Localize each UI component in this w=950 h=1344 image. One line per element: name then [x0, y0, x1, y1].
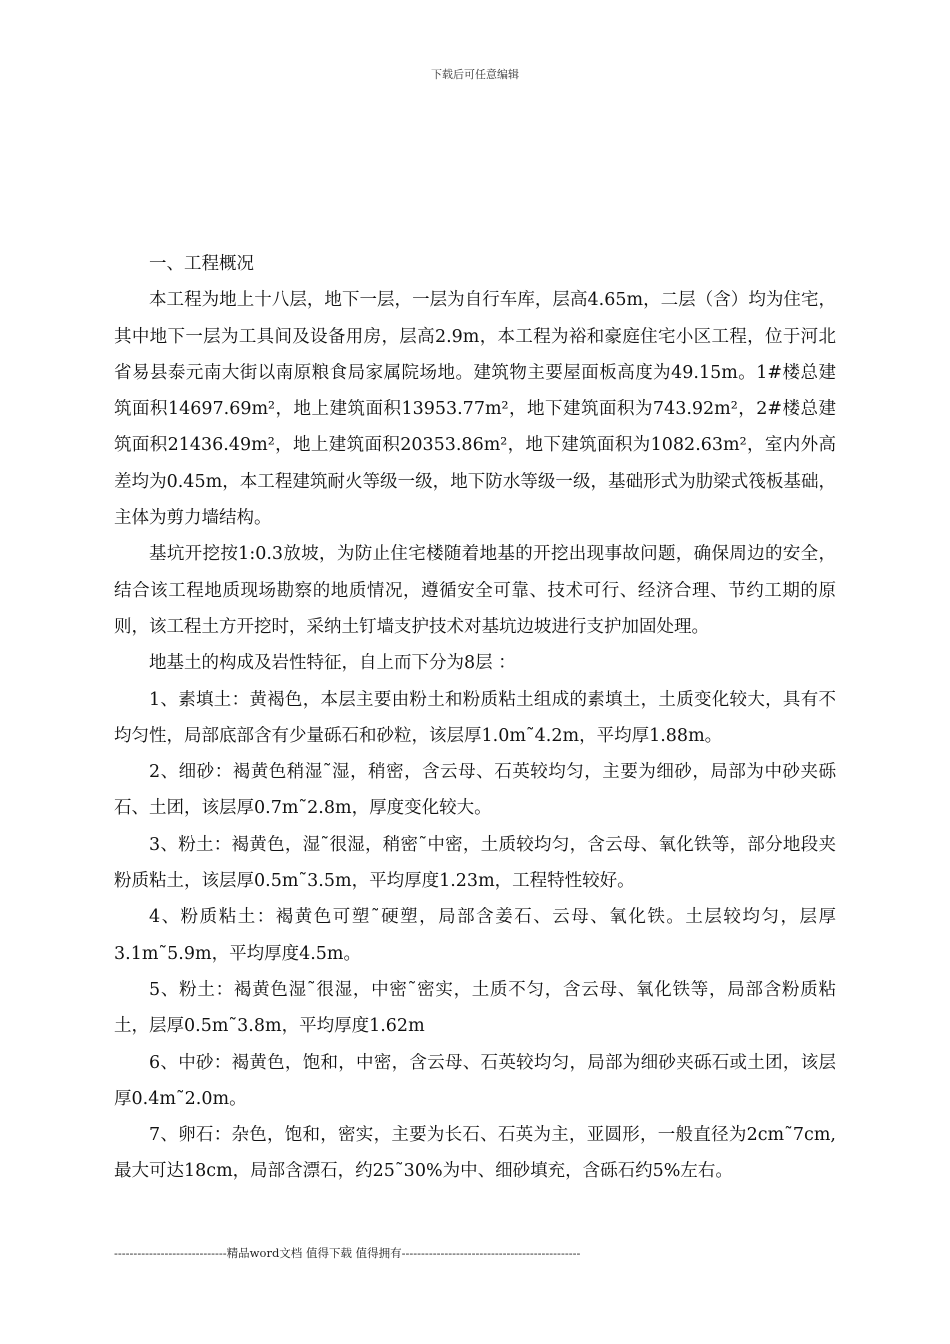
paragraph-layer-2: 2、细砂：褐黄色稍湿˜湿，稍密，含云母、石英较均匀，主要为细砂，局部为中砂夹砾石、土团，该层厚0.7m˜2.8m，厚度变化较大。: [114, 762, 836, 819]
paragraph-layer-6: 6、中砂：褐黄色，饱和，中密，含云母、石英较均匀，局部为细砂夹砾石或土团，该层厚0.4m˜2.0m。: [114, 1052, 836, 1109]
paragraph-excavation: 基坑开挖按1:0.3放坡，为防止住宅楼随着地基的开挖出现事故问题，确保周边的安全，结合该工程地质现场勘察的地质情况，遵循安全可靠、技术可行、经济合理、节约工期的原则，该工程土方开挖时，采纳土钉墙支护技术对基坑边坡进行支护加固处理。: [114, 544, 836, 637]
paragraph-layer-3: 3、粉土：褐黄色，湿˜很湿，稍密˜中密，土质较均匀，含云母、氧化铁等，部分地段夹粉质粘土，该层厚0.5m˜3.5m，平均厚度1.23m，工程特性较好。: [114, 834, 836, 892]
page-header: 下载后可任意编辑: [431, 68, 519, 81]
paragraph-layer-5: 5、粉土：褐黄色湿˜很湿，中密˜密实，土质不匀，含云母、氧化铁等，局部含粉质粘土，层厚0.5m˜3.8m，平均厚度1.62m: [114, 979, 836, 1037]
paragraph-overview: 本工程为地上十八层，地下一层，一层为自行车库，层高4.65m，二层（含）均为住宅，其中地下一层为工具间及设备用房，层高2.9m，本工程为裕和豪庭住宅小区工程，位于河北省易县泰元南大街以南原粮食局家属院场地。建筑物主要屋面板高度为49.15m。1#楼总建筑面积14697.69m²，地上建筑面积13953.77m²，地下建筑面积为743.92m²，2#楼总建筑面积21436.49m²，地上建筑面积20353.86m²，地下建筑面积为1082.63m²，室内外高差均为0.45m，本工程建筑耐火等级一级，地下防水等级一级，基础形式为肋梁式筏板基础，主体为剪力墙结构。: [114, 290, 836, 529]
document-body: [114, 246, 836, 1190]
paragraph-layer-1: 1、素填土：黄褐色，本层主要由粉土和粉质粘土组成的素填土，土质变化较大，具有不均匀性，局部底部含有少量砾石和砂粒，该层厚1.0m˜4.2m，平均厚1.88m。: [114, 689, 836, 746]
page-footer: -----------------------------精品word文档 值得下载 值得拥有----------------------------------------------: [114, 1246, 581, 1260]
paragraph-soil-intro: 地基土的构成及岩性特征，自上而下分为8层 ：: [149, 653, 516, 674]
paragraph-layer-4: 4、粉质粘土：褐黄色可塑˜硬塑，局部含姜石、云母、氧化铁。土层较均匀，层厚3.1m˜5.9m，平均厚度4.5m。: [114, 907, 836, 964]
section-heading: 一、工程概况: [149, 254, 254, 274]
paragraph-layer-7: 7、卵石：杂色，饱和，密实，主要为长石、石英为主，亚圆形，一般直径为2cm˜7cm,最大可达18cm，局部含漂石，约25˜30%为中、细砂填充，含砾石约5%左右。: [114, 1125, 836, 1182]
